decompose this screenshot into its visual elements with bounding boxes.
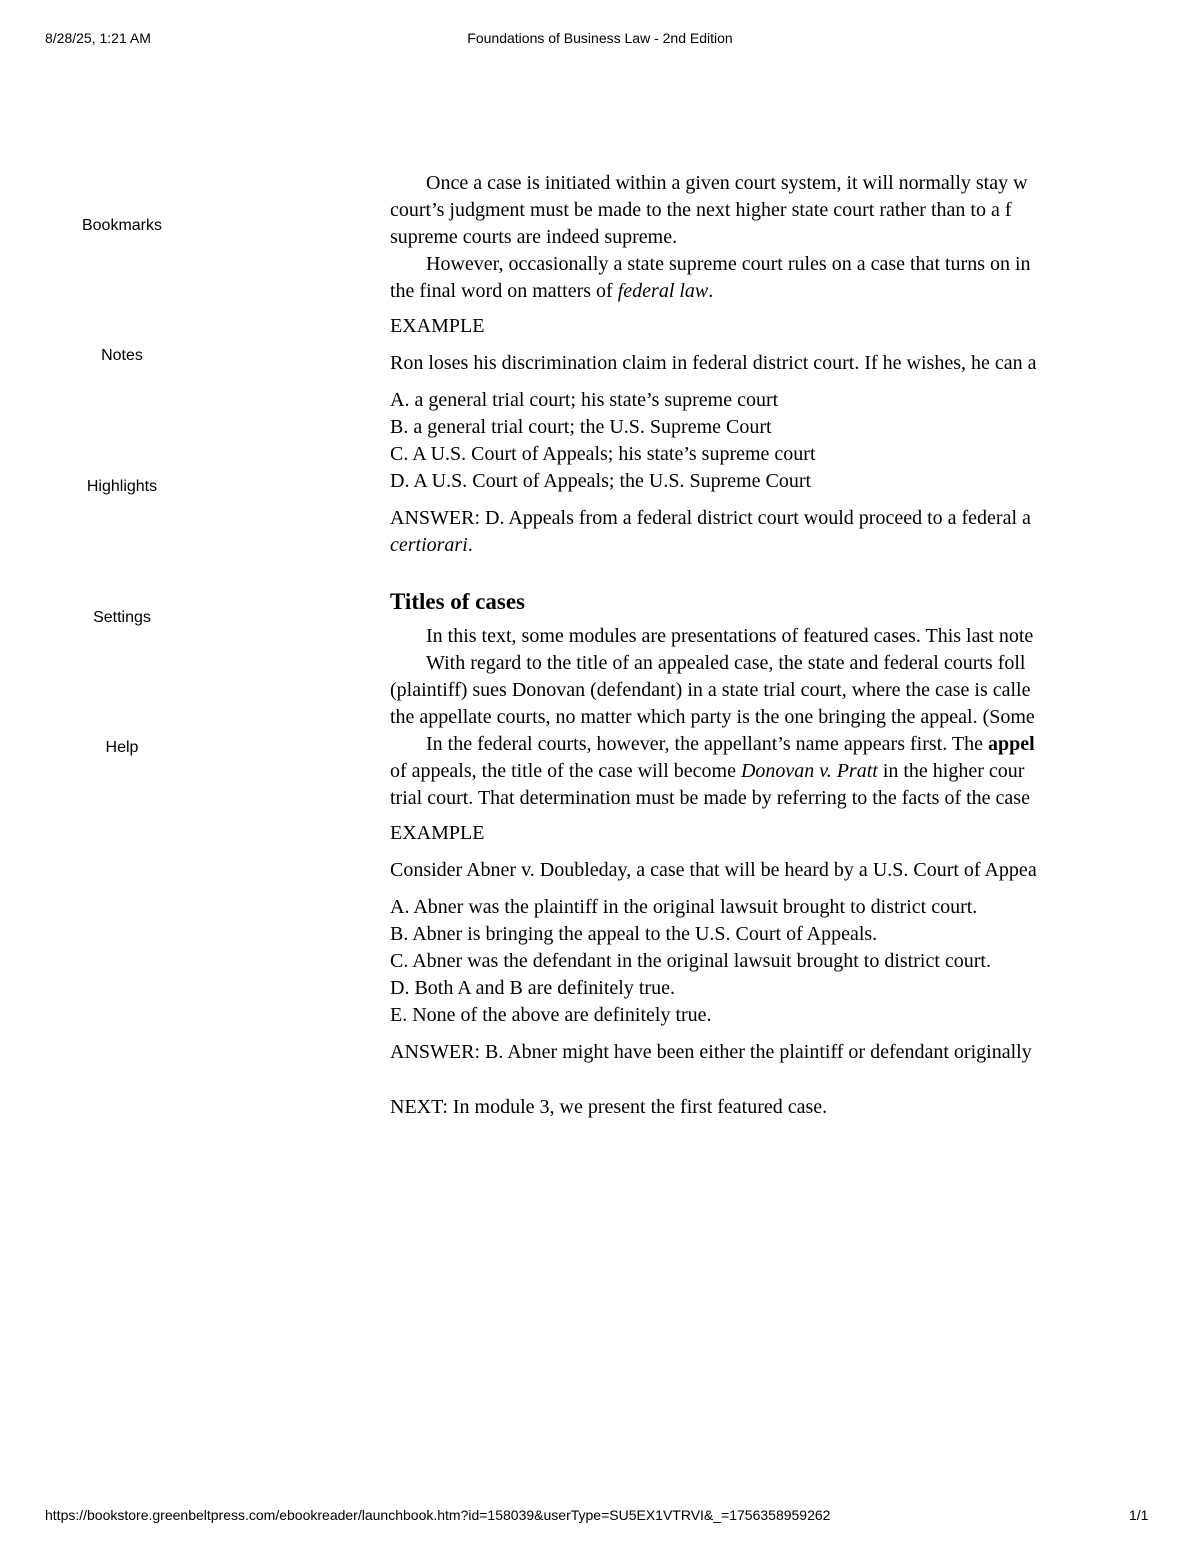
- option-a: A. Abner was the plaintiff in the original lawsuit brought to district court.: [390, 896, 978, 918]
- example-answer: ANSWER: B. Abner might have been either the plaintiff or defendant originally: [390, 1041, 1032, 1063]
- print-date: 8/28/25, 1:21 AM: [45, 30, 151, 46]
- option-a: A. a general trial court; his state’s supreme court: [390, 389, 779, 411]
- text-run: of appeals, the title of the case will become: [390, 760, 741, 782]
- clipped-previous-line: [390, 160, 1146, 170]
- option-e: E. None of the above are definitely true.: [390, 1004, 712, 1026]
- page-url: https://bookstore.greenbeltpress.com/ebookreader/launchbook.htm?id=158039&userType=SU5EX1VTRVI&_=1756358959262: [45, 1507, 831, 1523]
- text-line: (plaintiff) sues Donovan (defendant) in a state trial court, where the case is calle: [390, 679, 1031, 701]
- text-line: Once a case is initiated within a given court system, it will normally stay w: [426, 172, 1028, 194]
- example-options: [390, 894, 1146, 1029]
- text-line: However, occasionally a state supreme court rules on a case that turns on in: [426, 253, 1031, 275]
- text-line: With regard to the title of an appealed case, the state and federal courts foll: [426, 652, 1026, 674]
- text-line: [390, 758, 1146, 785]
- sidebar-item-notes[interactable]: Notes: [101, 347, 143, 364]
- paragraph-state-supreme: [390, 251, 1146, 278]
- text-line: trial court. That determination must be made by referring to the facts of the case: [390, 787, 1030, 809]
- text-line: [390, 731, 1146, 758]
- example-options: [390, 387, 1146, 495]
- option-c: C. Abner was the defendant in the original lawsuit brought to district court.: [390, 950, 991, 972]
- text-run: .: [467, 534, 473, 556]
- text-run: the final word on matters of: [390, 280, 618, 302]
- next-module-note: NEXT: In module 3, we present the first featured case.: [390, 1096, 828, 1118]
- example-label: EXAMPLE: [390, 822, 485, 844]
- text-run: .: [708, 280, 714, 302]
- section-heading: Titles of cases: [390, 589, 526, 614]
- option-b: B. Abner is bringing the appeal to the U.S. Court of Appeals.: [390, 923, 878, 945]
- text-line: supreme courts are indeed supreme.: [390, 226, 678, 248]
- paragraph-court-system: [390, 170, 1146, 197]
- page-number: 1/1: [1129, 1507, 1149, 1523]
- option-c: C. A U.S. Court of Appeals; his state’s supreme court: [390, 443, 816, 465]
- document-title: Foundations of Business Law - 2nd Edition: [467, 30, 733, 46]
- text-line: ANSWER: D. Appeals from a federal district court would proceed to a federal a: [390, 507, 1031, 529]
- example-question: Consider Abner v. Doubleday, a case that will be heard by a U.S. Court of Appea: [390, 859, 1037, 881]
- sidebar-item-help[interactable]: Help: [105, 739, 139, 756]
- case-title: Donovan v. Pratt: [740, 760, 878, 782]
- sidebar-item-settings[interactable]: Settings: [93, 609, 151, 626]
- example-answer: [390, 505, 1146, 559]
- text-line: court’s judgment must be made to the next higher state court rather than to a f: [390, 199, 1012, 221]
- text-line: In this text, some modules are presentations of featured cases. This last note: [426, 625, 1034, 647]
- text-line: [390, 278, 1146, 305]
- emphasis-text: federal law: [617, 280, 709, 302]
- bold-term: appel: [987, 733, 1035, 755]
- sidebar-item-bookmarks[interactable]: Bookmarks: [81, 217, 163, 234]
- option-d: D. A U.S. Court of Appeals; the U.S. Supreme Court: [390, 470, 812, 492]
- option-b: B. a general trial court; the U.S. Supreme Court: [390, 416, 772, 438]
- text-run: In the federal courts, however, the appellant’s name appears first. The: [426, 733, 988, 755]
- book-content: [390, 160, 1146, 1160]
- text-run: in the higher cour: [877, 760, 1025, 782]
- sidebar-item-highlights[interactable]: Highlights: [86, 478, 158, 495]
- option-d: D. Both A and B are definitely true.: [390, 977, 675, 999]
- text-line: the appellate courts, no matter which party is the one bringing the appeal. (Some: [390, 706, 1035, 728]
- text-line: [390, 532, 1146, 559]
- example-question: Ron loses his discrimination claim in federal district court. If he wishes, he can a: [390, 352, 1037, 374]
- example-label: EXAMPLE: [390, 315, 485, 337]
- emphasis-text: certiorari: [390, 534, 468, 556]
